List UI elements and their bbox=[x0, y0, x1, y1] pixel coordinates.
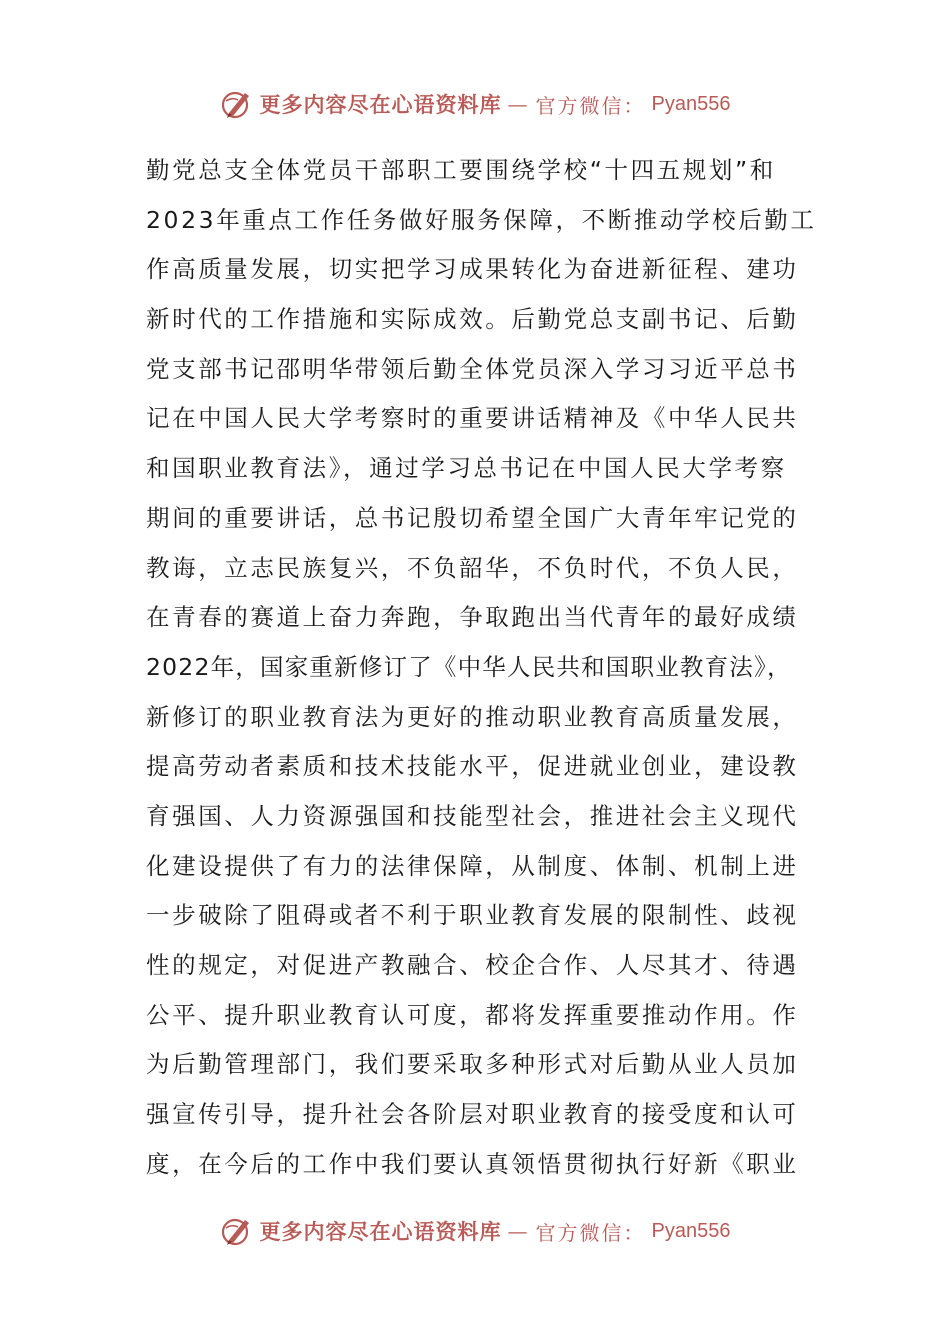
body-line: 期间的重要讲话，总书记殷切希望全国广大青年牢记党的 bbox=[146, 503, 799, 532]
footer-banner bbox=[0, 1211, 950, 1251]
body-line: 化建设提供了有力的法律保障，从制度、体制、机制上进 bbox=[146, 851, 799, 880]
body-line: 2022年，国家重新修订了《中华人民共和国职业教育法》， bbox=[146, 652, 792, 681]
official-wechat-label: 官方微信： bbox=[535, 1220, 646, 1245]
body-line: 强宣传引导，提升社会各阶层对职业教育的接受度和认可 bbox=[146, 1100, 799, 1129]
body-line: 和国职业教育法》，通过学习总书记在中国人民大学考察 bbox=[146, 454, 787, 483]
dash-separator: — bbox=[507, 92, 530, 116]
brand-text: 更多内容尽在心语资料库 bbox=[259, 1219, 502, 1244]
official-wechat-label: 官方微信： bbox=[535, 93, 646, 118]
pen-logo-icon bbox=[220, 87, 254, 121]
wechat-id: Pyan556 bbox=[651, 1219, 731, 1242]
body-line: 性的规定，对促进产教融合、校企合作、人尽其才、待遇 bbox=[146, 951, 799, 979]
body-line: 公平、提升职业教育认可度，都将发挥重要推动作用。作 bbox=[146, 1000, 799, 1029]
body-line: 新时代的工作措施和实际成效。后勤党总支副书记、后勤 bbox=[146, 305, 799, 334]
header-banner bbox=[0, 84, 950, 124]
body-line: 新修订的职业教育法为更好的推动职业教育高质量发展， bbox=[146, 702, 799, 731]
wechat-id: Pyan556 bbox=[651, 92, 731, 115]
document-body bbox=[146, 146, 826, 1189]
body-line: 育强国、人力资源强国和技能型社会，推进社会主义现代 bbox=[146, 801, 799, 830]
body-line: 为后勤管理部门，我们要采取多种形式对后勤从业人员加 bbox=[146, 1050, 799, 1079]
body-line: 在青春的赛道上奋力奔跑，争取跑出当代青年的最好成绩 bbox=[146, 603, 799, 632]
body-line: 一步破除了阻碍或者不利于职业教育发展的限制性、歧视 bbox=[146, 901, 799, 930]
body-line: 教诲，立志民族复兴，不负韶华，不负时代，不负人民， bbox=[146, 553, 799, 582]
body-line: 记在中国人民大学考察时的重要讲话精神及《中华人民共 bbox=[146, 404, 799, 433]
pen-logo-icon bbox=[220, 1214, 254, 1248]
body-line: 勤党总支全体党员干部职工要围绕学校“十四五规划”和 bbox=[146, 156, 776, 184]
dash-separator: — bbox=[507, 1219, 530, 1243]
body-line: 提高劳动者素质和技术技能水平，促进就业创业，建设教 bbox=[146, 752, 799, 781]
body-line: 度，在今后的工作中我们要认真领悟贯彻执行好新《职业 bbox=[146, 1149, 799, 1178]
body-line: 2023年重点工作任务做好服务保障，不断推动学校后勤工 bbox=[146, 205, 817, 234]
body-line: 作高质量发展，切实把学习成果转化为奋进新征程、建功 bbox=[146, 255, 799, 284]
body-line: 党支部书记邵明华带领后勤全体党员深入学习习近平总书 bbox=[146, 354, 799, 383]
brand-text: 更多内容尽在心语资料库 bbox=[259, 92, 502, 117]
